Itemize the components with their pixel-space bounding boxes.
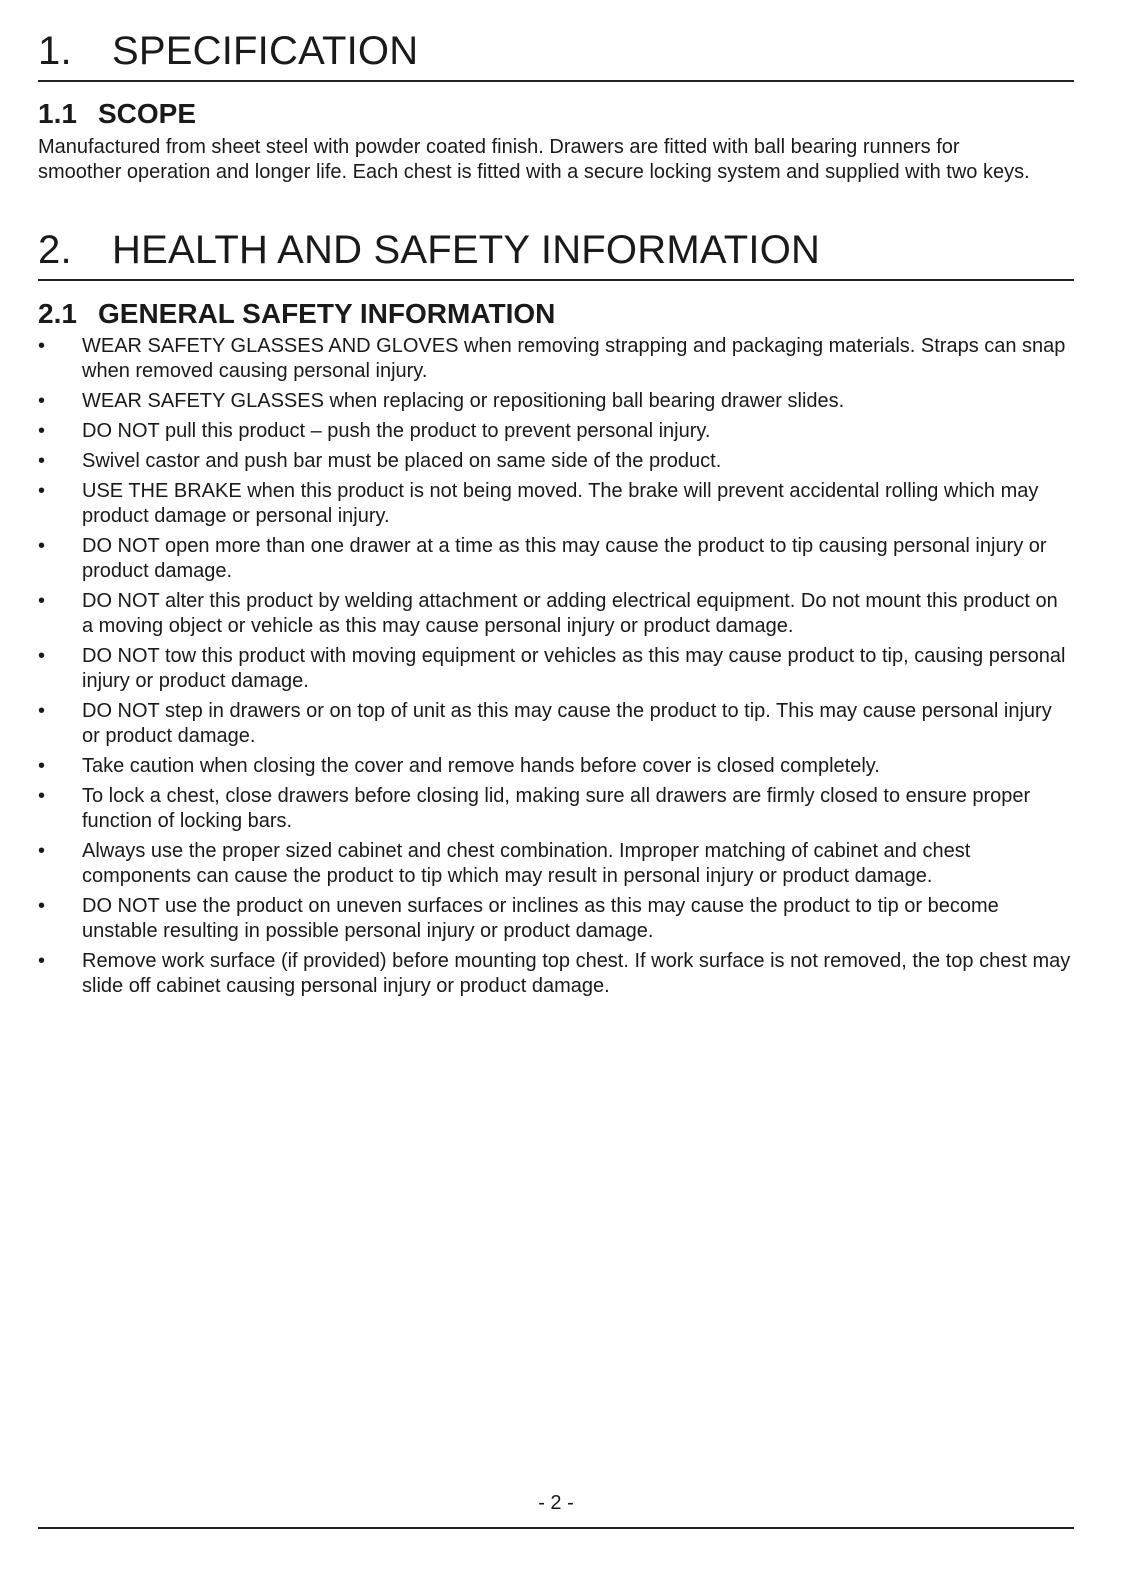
bullet-icon: • [38,785,46,807]
section-1-number: 1. [38,29,72,73]
list-item [38,534,1074,584]
footer-rule [38,1527,1074,1529]
bullet-icon: • [38,390,46,412]
section-1-1-heading [38,98,1074,130]
list-item [38,699,1074,749]
list-item [38,784,1074,834]
list-item-text: DO NOT pull this product – push the product to prevent personal injury. [82,420,711,442]
section-2-number: 2. [38,228,72,272]
bullet-icon: • [38,840,46,862]
list-item-text: DO NOT alter this product by welding attachment or adding electrical equipment. Do not mount this product on a moving object or vehicle as this may cause personal injury or product damage. [82,590,1058,637]
section-1-title: SPECIFICATION [112,29,419,73]
list-item [38,839,1074,889]
bullet-icon: • [38,335,46,357]
section-1-heading [38,28,1074,74]
list-item [38,949,1074,999]
list-item [38,589,1074,639]
section-2-1-number: 2.1 [38,298,77,329]
list-item-text: DO NOT open more than one drawer at a time as this may cause the product to tip causing personal injury or product damage. [82,535,1047,582]
list-item [38,754,1074,779]
document-page [38,0,1074,1587]
bullet-icon: • [38,950,46,972]
list-item-text: Remove work surface (if provided) before mounting top chest. If work surface is not removed, the top chest may slide off cabinet causing personal injury or product damage. [82,950,1071,997]
list-item-text: DO NOT tow this product with moving equipment or vehicles as this may cause product to tip, causing personal injury or product damage. [82,645,1066,692]
list-item-text: WEAR SAFETY GLASSES when replacing or repositioning ball bearing drawer slides. [82,390,845,412]
safety-bullet-list [38,334,1074,1004]
section-1-1-title: SCOPE [98,98,197,129]
list-item-text: USE THE BRAKE when this product is not being moved. The brake will prevent accidental rolling which may product damage or personal injury. [82,480,1039,527]
bullet-icon: • [38,535,46,557]
list-item [38,644,1074,694]
bullet-icon: • [38,590,46,612]
bullet-icon: • [38,480,46,502]
section-2-rule [38,279,1074,281]
section-2-heading [38,227,1074,273]
list-item [38,894,1074,944]
scope-paragraph: Manufactured from sheet steel with powder coated finish. Drawers are fitted with ball bearing runners for smoother operation and longer life. Each chest is fitted with a secure locking system and supplied with two keys. [38,136,1030,183]
bullet-icon: • [38,420,46,442]
list-item [38,449,1074,474]
list-item [38,419,1074,444]
bullet-icon: • [38,755,46,777]
section-2-1-title: GENERAL SAFETY INFORMATION [98,298,556,329]
list-item-text: DO NOT use the product on uneven surfaces or inclines as this may cause the product to tip or become unstable resulting in possible personal injury or product damage. [82,895,999,942]
section-2-title: HEALTH AND SAFETY INFORMATION [112,228,821,272]
list-item-text: WEAR SAFETY GLASSES AND GLOVES when removing strapping and packaging materials. Straps can snap when removed causing personal injury. [82,335,1066,382]
list-item-text: To lock a chest, close drawers before closing lid, making sure all drawers are firmly closed to ensure proper function of locking bars. [82,785,1031,832]
bullet-icon: • [38,645,46,667]
list-item [38,389,1074,414]
section-1-rule [38,80,1074,82]
list-item [38,334,1074,384]
page-number: - 2 - [538,1492,574,1514]
bullet-icon: • [38,895,46,917]
section-2-1-heading [38,298,1074,330]
list-item-text: Take caution when closing the cover and remove hands before cover is closed completely. [82,755,880,777]
bullet-icon: • [38,700,46,722]
section-1-1-number: 1.1 [38,98,77,129]
list-item [38,479,1074,529]
list-item-text: Always use the proper sized cabinet and chest combination. Improper matching of cabinet and chest components can cause the product to tip which may result in personal injury or product damage. [82,840,971,887]
list-item-text: Swivel castor and push bar must be placed on same side of the product. [82,450,722,472]
bullet-icon: • [38,450,46,472]
list-item-text: DO NOT step in drawers or on top of unit as this may cause the product to tip. This may cause personal injury or product damage. [82,700,1052,747]
